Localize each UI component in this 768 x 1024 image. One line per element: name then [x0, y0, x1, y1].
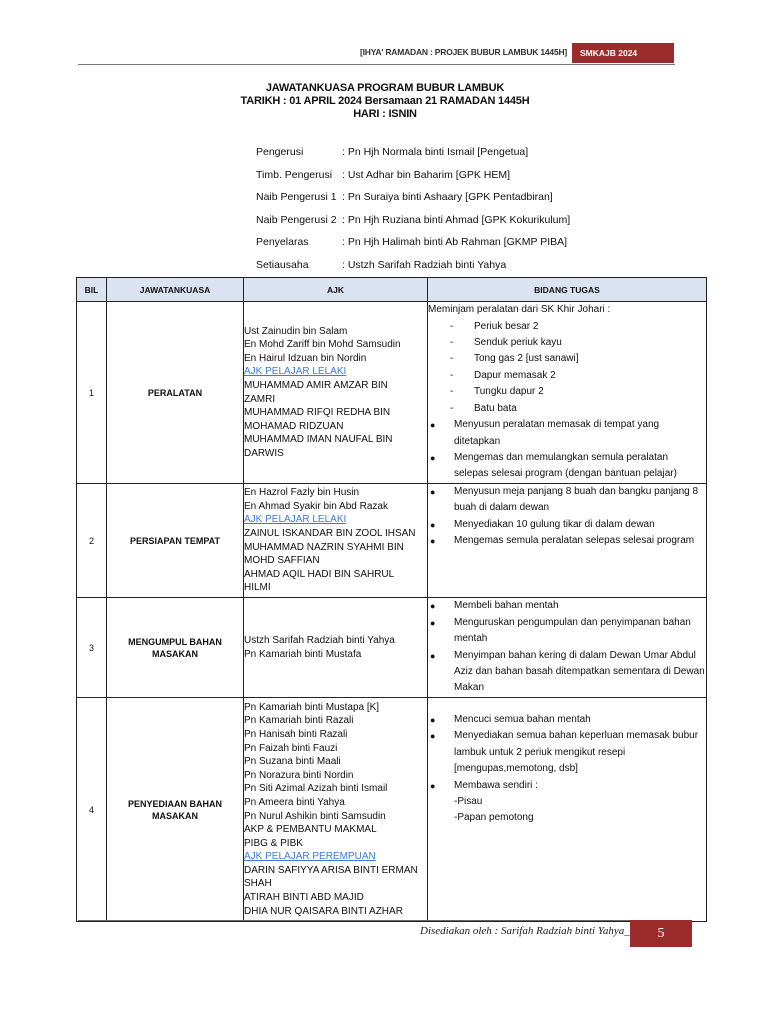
header-ajk: AJK — [244, 278, 428, 302]
ajk-student-heading-link[interactable]: AJK PELAJAR LELAKI — [244, 366, 347, 378]
ajk-member: Pn Kamariah binti Mustapa [K] — [244, 701, 380, 713]
duty-item-text: Periuk besar 2 — [474, 320, 539, 332]
duty-bullet-text: Menguruskan pengumpulan dan penyimpanan bahan — [454, 616, 691, 628]
committee-name-line: MASAKAN — [152, 648, 198, 659]
duty-item: - Tungku dapur 2 — [428, 384, 706, 400]
page-number: 5 — [630, 920, 692, 947]
ajk-member: Ust Zainudin bin Salam — [244, 325, 348, 337]
committee-role: Setiausaha — [256, 258, 309, 271]
duty-item: - Periuk besar 2 — [428, 319, 706, 335]
ajk-student: MOHAMAD RIDZUAN — [244, 420, 344, 432]
footer-rule — [78, 920, 678, 921]
ajk-member: Pn Kamariah binti Razali — [244, 715, 354, 727]
duty-bullet-continuation: [mengupas,memotong, dsb] — [454, 763, 578, 775]
ajk-cell — [244, 698, 428, 922]
duties-cell — [428, 484, 707, 598]
duty-bullet-text: Mengemas semula peralatan selepas selesai program — [454, 535, 695, 547]
ajk-member: Ustzh Sarifah Radziah binti Yahya — [244, 634, 395, 646]
ajk-student: MOHD SAFFIAN — [244, 555, 320, 567]
ajk-student: AHMAD AQIL HADI BIN SAHRUL — [244, 568, 395, 580]
committee-row — [256, 146, 570, 169]
duty-bullet-continuation: buah di dalam dewan — [454, 502, 550, 514]
duty-bullet-continuation: -Papan pemotong — [454, 812, 534, 824]
duty-bullet — [428, 417, 706, 433]
committee-name: : Ust Adhar bin Baharim [GPK HEM] — [342, 168, 511, 181]
duty-bullet — [428, 517, 706, 533]
footer-prepared-by: Disediakan oleh : Sarifah Radziah binti Yahya_ — [420, 925, 630, 937]
bullet-icon: ● — [430, 731, 436, 742]
duty-bullet-text: Menyimpan bahan kering di dalam Dewan Umar Abdul — [454, 649, 696, 661]
duty-bullet-text: Menyediakan semua bahan keperluan memasak bubur — [454, 730, 699, 742]
bullet-icon: ● — [430, 715, 436, 725]
duty-item-text: Tong gas 2 [ust sanawi] — [474, 353, 579, 365]
document-date: TARIKH : 01 APRIL 2024 Bersamaan 21 RAMADAN 1445H — [240, 95, 530, 107]
duty-bullet — [428, 484, 706, 500]
bullet-icon: ● — [430, 519, 436, 530]
committee-name-line: MASAKAN — [152, 810, 198, 821]
committee-role: Pengerusi — [256, 146, 304, 158]
duty-item: - Batu bata — [428, 401, 706, 417]
duty-bullet — [428, 533, 706, 549]
duty-bullet-text: Mengemas dan memulangkan semula peralatan — [454, 451, 669, 463]
bullet-icon: ● — [430, 452, 436, 463]
duty-bullet-continuation: Makan — [454, 682, 485, 694]
ajk-member: Pn Suzana binti Maali — [244, 756, 341, 768]
ajk-member: Pn Nurul Ashikin binti Samsudin — [244, 810, 386, 822]
duty-item: - Tong gas 2 [ust sanawi] — [428, 351, 706, 367]
duty-bullet-text: Menyusun meja panjang 8 buah dan bangku panjang 8 — [454, 486, 699, 497]
ajk-student: HILMI — [244, 582, 271, 594]
ajk-cell — [244, 484, 428, 598]
duties-cell — [428, 598, 707, 698]
ajk-student: DARWIS — [244, 447, 284, 459]
committee-name-line: MENGUMPUL BAHAN — [128, 636, 222, 647]
bullet-icon: ● — [430, 487, 436, 497]
duty-bullet-continuation: ditetapkan — [454, 435, 501, 447]
ajk-student-heading-link[interactable]: AJK PELAJAR PEREMPUAN — [244, 851, 376, 863]
duties-cell — [428, 698, 707, 922]
table-row — [77, 484, 707, 598]
header-school-badge: SMKAJB 2024 — [572, 43, 674, 63]
duty-item-text: Tungku dapur 2 — [474, 386, 544, 398]
ajk-cell — [244, 598, 428, 698]
ajk-student: MUHAMMAD NAZRIN SYAHMI BIN — [244, 541, 404, 553]
header-project-title: [IHYA' RAMADAN : PROJEK BUBUR LAMBUK 1445H] — [360, 47, 568, 57]
duty-item: - Senduk periuk kayu — [428, 335, 706, 351]
duty-bullet-text: Menyusun peralatan memasak di tempat yang — [454, 419, 660, 431]
committee-role: Naib Pengerusi 2 — [256, 213, 337, 226]
row-number: 2 — [77, 484, 107, 598]
ajk-member: En Hairul Idzuan bin Nordin — [244, 352, 367, 364]
bullet-icon: ● — [430, 650, 436, 661]
duty-bullet-text: Mencuci semua bahan mentah — [454, 714, 591, 725]
duty-intro: Meminjam peralatan dari SK Khir Johari : — [428, 304, 611, 316]
ajk-student: ATIRAH BINTI ABD MAJID — [244, 892, 364, 904]
duty-item-text: Dapur memasak 2 — [474, 369, 556, 381]
committee-name-cell: PERALATAN — [107, 302, 244, 484]
row-number: 1 — [77, 302, 107, 484]
committee-name: : Pn Hjh Halimah binti Ab Rahman [GKMP PIBA] — [342, 236, 568, 248]
committee-name: : Pn Hjh Ruziana binti Ahmad [GPK Kokurikulum] — [342, 213, 571, 226]
table-row — [77, 698, 707, 922]
ajk-student: MUHAMMAD AMIR AMZAR BIN — [244, 379, 388, 391]
ajk-member: PIBG & PIBK — [244, 837, 303, 849]
duty-bullet — [428, 615, 706, 631]
ajk-member: En Mohd Zariff bin Mohd Samsudin — [244, 339, 401, 351]
ajk-student: MUHAMMAD IMAN NAUFAL BIN — [244, 434, 393, 446]
ajk-student: MUHAMMAD RIFQI REDHA BIN — [244, 407, 391, 419]
duties-table — [76, 277, 707, 922]
document-title: JAWATANKUASA PROGRAM BUBUR LAMBUK — [265, 82, 505, 94]
row-number: 3 — [77, 598, 107, 698]
duty-bullet-continuation: mentah — [454, 633, 488, 645]
committee-name-cell — [107, 598, 244, 698]
ajk-student: DARIN SAFIYYA ARISA BINTI ERMAN — [244, 864, 418, 876]
duty-item: - Dapur memasak 2 — [428, 368, 706, 384]
main-committee-list — [256, 146, 570, 281]
ajk-student: ZAINUL ISKANDAR BIN ZOOL IHSAN — [244, 527, 416, 539]
ajk-member: Pn Ameera binti Yahya — [244, 796, 345, 808]
header-rule — [78, 64, 675, 65]
committee-name: : Ustzh Sarifah Radziah binti Yahya — [342, 258, 507, 271]
committee-row — [256, 191, 570, 214]
bullet-icon: ● — [430, 780, 436, 791]
duty-bullet-continuation: Aziz dan bahan basah ditempatkan sementara di Dewan — [454, 665, 705, 677]
committee-role: Penyelaras — [256, 236, 309, 248]
ajk-member: En Ahmad Syakir bin Abd Razak — [244, 500, 388, 512]
ajk-member: Pn Hanisah binti Razali — [244, 728, 348, 740]
duty-bullet — [428, 450, 706, 466]
ajk-member: Pn Siti Azimal Azizah binti Ismail — [244, 783, 388, 795]
duty-bullet-continuation: lambuk untuk 2 periuk mengikut resepi — [454, 746, 626, 758]
bullet-icon: ● — [430, 420, 436, 431]
duty-bullet-continuation: selepas selesai program (dengan bantuan pelajar) — [454, 468, 677, 480]
committee-name: : Pn Suraiya binti Ashaary [GPK Pentadbiran] — [342, 191, 553, 203]
committee-row — [256, 214, 570, 237]
ajk-student: DHIA NUR QAISARA BINTI AZHAR — [244, 905, 403, 917]
committee-name: : Pn Hjh Normala binti Ismail [Pengetua] — [342, 146, 529, 158]
duty-bullet-continuation: -Pisau — [454, 796, 483, 808]
duty-bullet — [428, 728, 706, 744]
duty-bullet — [428, 648, 706, 664]
header-jawatankuasa: JAWATANKUASA — [107, 278, 244, 302]
duty-bullet-text: Menyediakan 10 gulung tikar di dalam dewan — [454, 518, 655, 530]
duties-cell — [428, 302, 707, 484]
table-row — [77, 302, 707, 484]
ajk-cell — [244, 302, 428, 484]
ajk-member: Pn Norazura binti Nordin — [244, 769, 354, 781]
row-number: 4 — [77, 698, 107, 922]
ajk-member: Pn Faizah binti Fauzi — [244, 742, 338, 754]
committee-role: Naib Pengerusi 1 — [256, 191, 337, 203]
ajk-student: ZAMRI — [244, 393, 276, 405]
ajk-member: Pn Kamariah binti Mustafa — [244, 648, 362, 660]
duty-bullet — [428, 598, 706, 614]
duty-bullet-text: Membawa sendiri : — [454, 779, 538, 791]
table-header-row — [77, 278, 707, 302]
bullet-icon: ● — [430, 536, 436, 547]
ajk-member: En Hazrol Fazly bin Husin — [244, 487, 360, 499]
document-day: HARI : ISNIN — [353, 108, 417, 120]
ajk-student: SHAH — [244, 878, 272, 890]
duty-bullet-text: Membeli bahan mentah — [454, 600, 559, 612]
table-row — [77, 598, 707, 698]
header-bil: BIL — [77, 278, 107, 302]
committee-name-cell: PERSIAPAN TEMPAT — [107, 484, 244, 598]
committee-row — [256, 236, 570, 259]
ajk-member: AKP & PEMBANTU MAKMAL — [244, 824, 377, 836]
committee-name-cell — [107, 698, 244, 922]
duty-bullet — [428, 712, 706, 728]
header-bidang-tugas: BIDANG TUGAS — [428, 278, 707, 302]
ajk-student-heading-link[interactable]: AJK PELAJAR LELAKI — [244, 514, 347, 526]
duty-item-text: Senduk periuk kayu — [474, 337, 562, 349]
duty-bullet — [428, 778, 706, 794]
committee-row — [256, 169, 570, 192]
committee-role: Timb. Pengerusi — [256, 168, 333, 181]
bullet-icon: ● — [430, 601, 436, 612]
bullet-icon: ● — [430, 617, 436, 628]
committee-name-line: PENYEDIAAN BAHAN — [127, 798, 222, 809]
duty-item-text: Batu bata — [474, 402, 517, 414]
